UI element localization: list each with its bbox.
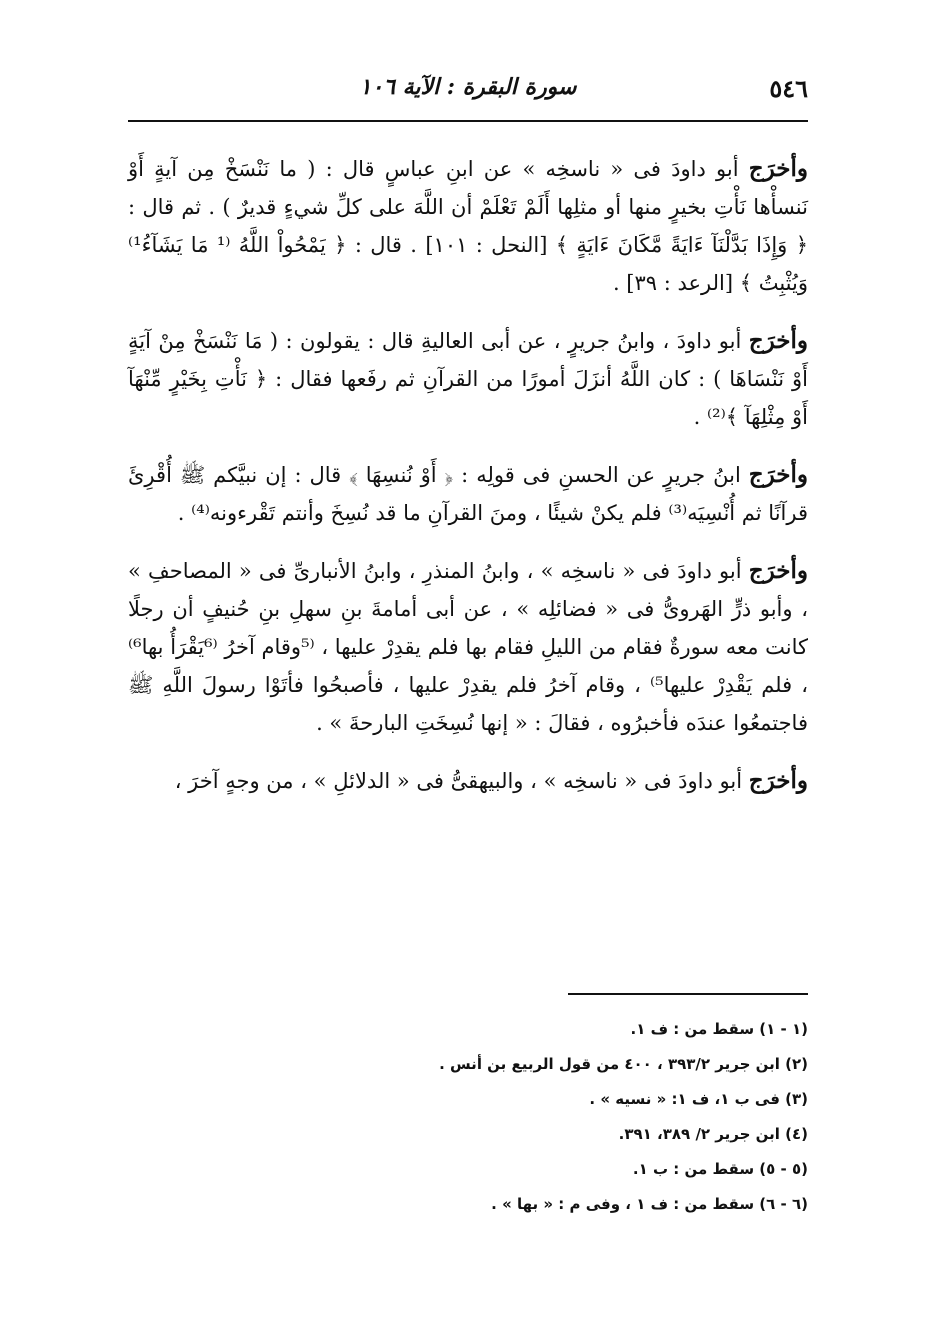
paragraph-lead: وأخرَج xyxy=(748,155,808,182)
footnote: (٦ - ٦) سقط من : ف ١ ، وفى م : « بها » . xyxy=(491,1195,808,1213)
paragraph-text: أبو داودَ فى « ناسخِه » ، والبيهقىُّ فى « الدلائلِ » ، من وجهٍ آخرَ ، xyxy=(174,769,749,793)
paragraph xyxy=(128,552,808,742)
header-rule xyxy=(128,120,808,122)
paragraph-lead: وأخرَج xyxy=(748,557,808,584)
paragraph xyxy=(128,150,808,302)
page-number: ٥٤٦ xyxy=(769,74,808,103)
main-text xyxy=(128,150,808,820)
paragraph-lead: وأخرَج xyxy=(748,461,808,488)
footnote: (٤) ابن جرير ٢/ ٣٨٩، ٣٩١. xyxy=(618,1125,808,1143)
paragraph xyxy=(128,762,808,800)
footnote-rule xyxy=(568,993,808,995)
footnote: (٥ - ٥) سقط من : ب ١. xyxy=(632,1160,808,1178)
paragraph-text: ابنُ جريرٍ عن الحسنِ فى قولِه : ﴿ أَوْ نُنسِهَا ﴾ قال : إن نبيَّكم ﷺ أُقْرِئَ قرآنًا ثم أُنْسِيَه⁽³⁾ فلم يكنْ شيئًا ، ومنَ القرآنِ ما قد نُسِخَ وأنتم تَقْرءونه⁽⁴⁾ . xyxy=(128,463,808,525)
paragraph-lead: وأخرَج xyxy=(748,767,808,794)
paragraph-text: أبو داودَ فى « ناسخِه » عن ابنِ عباسٍ قال : ( ما نَنْسَخْ مِن آيةٍ أَوْ نَنسأْها نَأْتِ بخيرٍ منها أو مثلِها أَلَمْ تَعْلَمْ أن اللَّهَ على كلِّ شيءٍ قديرٌ ) . ثم قال : ﴿ وَإِذَا بَدَّلْنَآ ءَايَةً مَّكَانَ ءَايَةٍ ﴾ [النحل : ١٠١] . قال : ﴿ يَمْحُواْ اللَّهُ ⁽¹ مَا يَشَآءُ¹⁾ وَيُثْبِتُ ﴾ [الرعد : ٣٩] . xyxy=(128,157,808,295)
running-head xyxy=(128,70,808,110)
footnotes xyxy=(128,1012,808,1222)
paragraph-text: أبو داودَ ، وابنُ جريرٍ ، عن أبى العاليةِ قال : يقولون : ( مَا نَنْسَخْ مِنْ آيَةٍ أَوْ نَنْسَاهَا ) : كان اللَّهُ أنزَلَ أمورًا من القرآنِ ثم رفَعها فقال : ﴿ نَأْتِ بِخَيْرٍ مِّنْهَآ أَوْ مِثْلِهَآ ﴾⁽²⁾ . xyxy=(128,329,808,429)
footnote: (٢) ابن جرير ٣٩٣/٢ ، ٤٠٠ من قول الربيع بن أنس . xyxy=(439,1055,808,1073)
footnote: (٣) فى ب ١، ف ١: « نسيه » . xyxy=(589,1090,808,1108)
paragraph xyxy=(128,456,808,532)
running-title: سورة البقرة : الآية ١٠٦ xyxy=(359,74,577,100)
footnote: (١ - ١) سقط من : ف ١. xyxy=(630,1020,808,1038)
paragraph xyxy=(128,322,808,436)
paragraph-text: أبو داودَ فى « ناسخِه » ، وابنُ المنذرِ ، وابنُ الأنبارىِّ فى « المصاحفِ » ، وأبو ذرٍّ الهَروىُّ فى « فضائلِه » ، عن أبى أمامةَ بنِ سهلِ بنِ حُنيفٍ أن رجلًا كانت معه سورةٌ فقام من الليلِ فقام بها فلم يقدِرْ عليها ، ⁽⁵وقام آخرُ ⁽⁶يَقْرَأُ بها⁶⁾ ، فلم يَقْدِرْ عليها⁵⁾ ، وقام آخرُ فلم يقدِرْ عليها ، فأصبحُوا فأتَوْا رسولَ اللَّهِ ﷺ فاجتمعُوا عندَه فأخبرُوه ، فقالَ : « إنها نُسِخَتِ البارحةَ » . xyxy=(128,559,808,735)
paragraph-lead: وأخرَج xyxy=(748,327,808,354)
